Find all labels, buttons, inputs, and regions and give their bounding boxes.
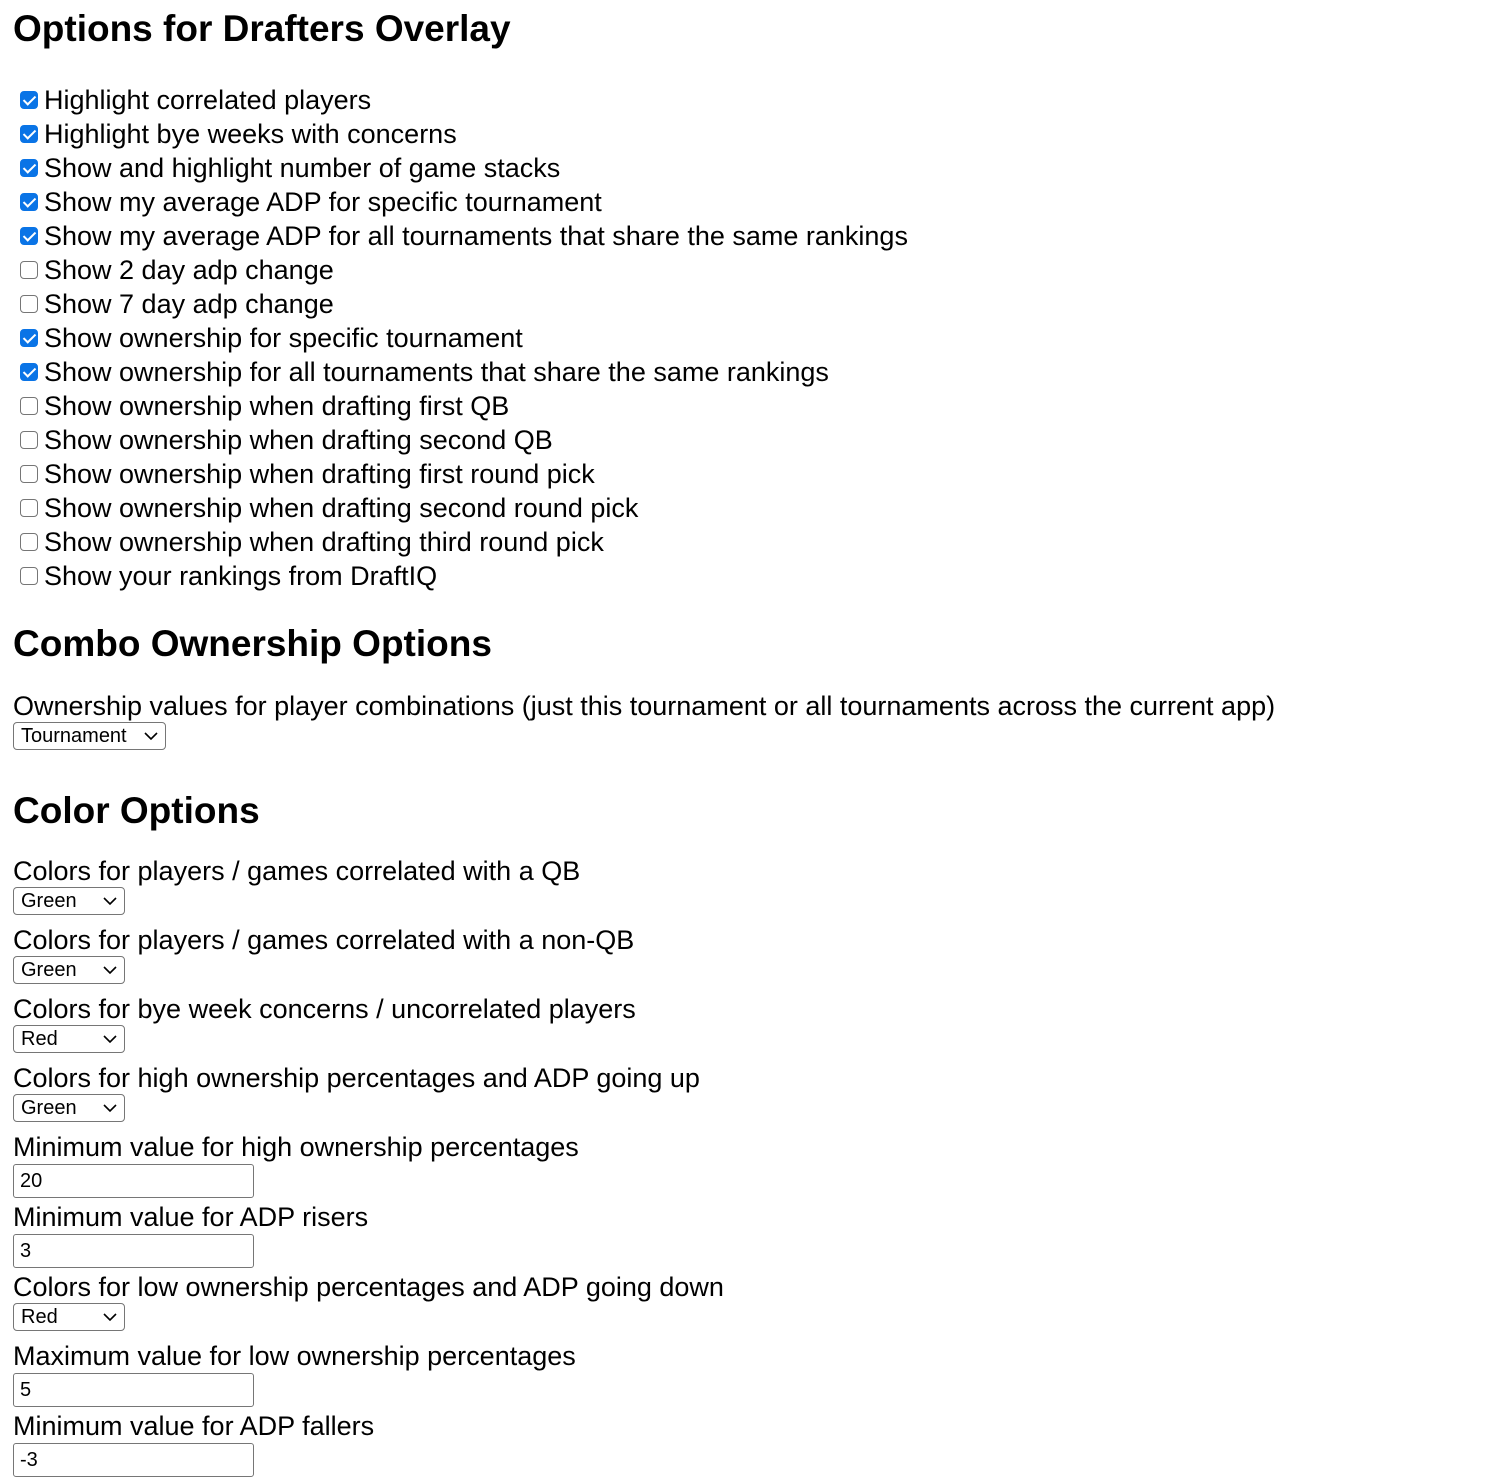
option-checkbox[interactable] [20, 329, 38, 347]
option-checkbox[interactable] [20, 363, 38, 381]
high-ownership-min-input[interactable]: 20 [13, 1164, 254, 1198]
option-checkbox[interactable] [20, 227, 38, 245]
option-checkbox[interactable] [20, 533, 38, 551]
color-options-list [13, 855, 1492, 1477]
option-label: Show my average ADP for all tournaments that share the same rankings [44, 221, 908, 251]
option-2-day-adp[interactable] [13, 253, 1492, 287]
field-label: Colors for bye week concerns / uncorrelated players [13, 994, 636, 1024]
option-label: Show my average ADP for specific tournament [44, 187, 602, 217]
select-value: Green [21, 1097, 77, 1119]
color-options-heading: Color Options [13, 790, 260, 831]
field-label: Minimum value for ADP risers [13, 1202, 369, 1232]
option-highlight-bye-weeks[interactable] [13, 117, 1492, 151]
combo-ownership-heading: Combo Ownership Options [13, 623, 492, 664]
option-ownership-third-round[interactable] [13, 525, 1492, 559]
option-draftiq-rankings[interactable] [13, 559, 1492, 593]
option-label: Show ownership when drafting second round pick [44, 493, 639, 523]
adp-risers-min-field [13, 1201, 1492, 1268]
adp-risers-min-input[interactable]: 3 [13, 1234, 254, 1268]
combo-ownership-select[interactable] [13, 722, 166, 750]
option-checkbox[interactable] [20, 261, 38, 279]
option-label: Show ownership for specific tournament [44, 323, 523, 353]
option-adp-all[interactable] [13, 219, 1492, 253]
select-value: Green [21, 890, 77, 912]
field-label: Colors for high ownership percentages and ADP going up [13, 1063, 700, 1093]
option-ownership-first-qb[interactable] [13, 389, 1492, 423]
option-7-day-adp[interactable] [13, 287, 1492, 321]
option-highlight-correlated[interactable] [13, 83, 1492, 117]
option-ownership-all[interactable] [13, 355, 1492, 389]
option-ownership-second-round[interactable] [13, 491, 1492, 525]
option-label: Show ownership when drafting first round pick [44, 459, 595, 489]
option-checkbox[interactable] [20, 499, 38, 517]
option-checkbox[interactable] [20, 431, 38, 449]
option-label: Show ownership for all tournaments that share the same rankings [44, 357, 829, 387]
option-label: Highlight correlated players [44, 85, 372, 115]
page-title: Options for Drafters Overlay [13, 8, 511, 49]
chevron-down-icon [143, 728, 159, 744]
option-label: Show ownership when drafting second QB [44, 425, 553, 455]
option-checkbox[interactable] [20, 567, 38, 585]
field-label: Colors for low ownership percentages and ADP going down [13, 1272, 724, 1302]
option-checkbox[interactable] [20, 159, 38, 177]
select-value: Red [21, 1028, 58, 1050]
option-checkbox[interactable] [20, 295, 38, 313]
low-ownership-color-field [13, 1271, 1492, 1337]
adp-fallers-min-input[interactable]: -3 [13, 1443, 254, 1477]
option-checkbox[interactable] [20, 465, 38, 483]
low-ownership-max-input[interactable]: 5 [13, 1373, 254, 1407]
low-ownership-max-field [13, 1340, 1492, 1407]
option-label: Show 7 day adp change [44, 289, 334, 319]
option-label: Highlight bye weeks with concerns [44, 119, 457, 149]
field-label: Minimum value for ADP fallers [13, 1411, 375, 1441]
option-label: Show ownership when drafting third round pick [44, 527, 604, 557]
field-label: Minimum value for high ownership percentages [13, 1132, 579, 1162]
qb-correlation-color-field [13, 855, 1492, 921]
bye-week-color-field [13, 993, 1492, 1059]
field-label: Colors for players / games correlated with a QB [13, 856, 581, 886]
option-ownership-second-qb[interactable] [13, 423, 1492, 457]
non-qb-correlation-color-select[interactable] [13, 956, 125, 984]
option-label: Show 2 day adp change [44, 255, 334, 285]
high-ownership-color-select[interactable] [13, 1094, 125, 1122]
option-adp-specific[interactable] [13, 185, 1492, 219]
adp-fallers-min-field [13, 1410, 1492, 1477]
select-value: Red [21, 1306, 58, 1328]
option-label: Show and highlight number of game stacks [44, 153, 561, 183]
low-ownership-color-select[interactable] [13, 1303, 125, 1331]
option-ownership-first-round[interactable] [13, 457, 1492, 491]
non-qb-correlation-color-field [13, 924, 1492, 990]
qb-correlation-color-select[interactable] [13, 887, 125, 915]
option-checkbox[interactable] [20, 125, 38, 143]
chevron-down-icon [102, 1100, 118, 1116]
chevron-down-icon [102, 893, 118, 909]
select-value: Green [21, 959, 77, 981]
combo-ownership-label: Ownership values for player combinations (just this tournament or all tournaments across the current app) [13, 691, 1276, 721]
option-ownership-specific[interactable] [13, 321, 1492, 355]
high-ownership-color-field [13, 1062, 1492, 1128]
field-label: Maximum value for low ownership percentages [13, 1341, 576, 1371]
field-label: Colors for players / games correlated with a non-QB [13, 925, 635, 955]
option-label: Show your rankings from DraftIQ [44, 561, 438, 591]
option-game-stacks[interactable] [13, 151, 1492, 185]
overlay-options-list [13, 83, 1492, 593]
option-checkbox[interactable] [20, 193, 38, 211]
bye-week-color-select[interactable] [13, 1025, 125, 1053]
option-checkbox[interactable] [20, 397, 38, 415]
chevron-down-icon [102, 1309, 118, 1325]
select-value: Tournament [21, 725, 127, 747]
option-checkbox[interactable] [20, 91, 38, 109]
high-ownership-min-field [13, 1131, 1492, 1198]
chevron-down-icon [102, 962, 118, 978]
option-label: Show ownership when drafting first QB [44, 391, 510, 421]
chevron-down-icon [102, 1031, 118, 1047]
